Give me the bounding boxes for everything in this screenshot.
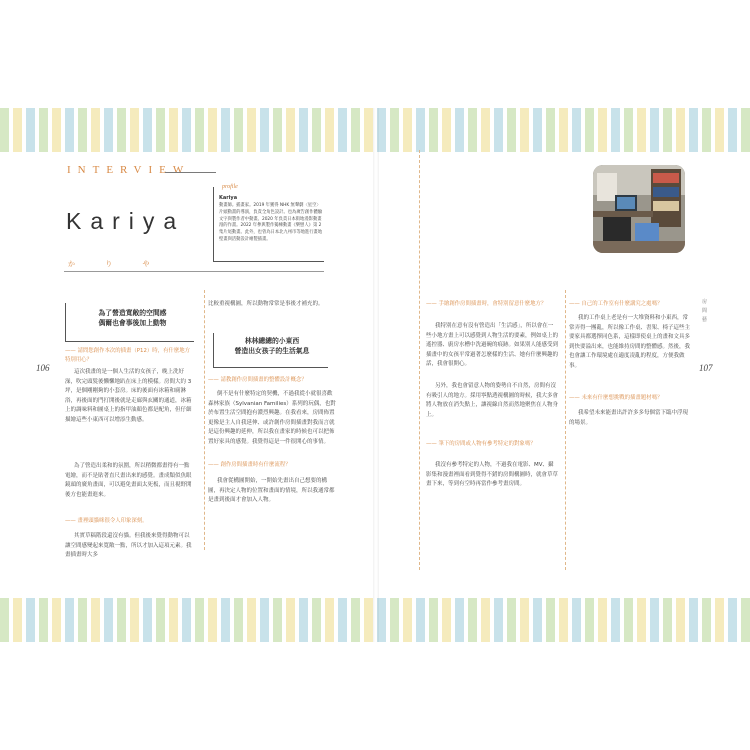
profile-label: profile [222, 184, 238, 190]
profile-name: Kariya [219, 195, 238, 201]
answer-2-continued: 比較重視構圖，所以動物常常是事後才補充的。 [208, 301, 324, 307]
page-number-left: 106 [36, 363, 50, 373]
column-divider [419, 150, 420, 570]
answer-4: 我會從構圖開始，一開始先畫出自己想要的構圖，再決定人物的位置和畫面的情境，所以我通常都是畫到後面才會加入人物。 [208, 478, 335, 504]
question-7: —— 自己的工作室有什麼講究之處嗎？ [569, 301, 663, 307]
question-2: —— 畫裡頭貓咪很令人印象深刻。 [65, 518, 148, 524]
answer-1a: 這次我畫的是一個人生活的女孩子，晚上洗好澡，吹完頭髮後懶懶地趴在床上的模樣。房間大約 3 坪，是個剛剛夠的小套房。床的後面有冰箱和廁淋浴，再後面的門打開後就是走廊與玄關的通道，冰箱上的調味料和圖桌上的指甲油顏色都是配角，但仔細描繪這些小東西可以增添生動感。 [65, 369, 192, 423]
name-rule [64, 271, 324, 272]
answer-5a: 我特別在意有沒有營造出「生活感」，所以會在一些小地方畫上可以感覺到人物生活的要素，例如桌上的遙控器、廚房水槽中洗過碗的痕跡。如果別人能感受到插畫中的女孩平常過著怎麼樣的生活、她有什麼興趣的話，我會很開心。 [426, 323, 559, 368]
answer-6: 我沒有參考特定的人物，不過我在電影、MV、攝影集和漫畫裡面看到覺得不錯的房間構圖時，就會草草畫下來，等到有空時再當作參考畫房間。 [426, 462, 559, 488]
headline-1: 為了營造寬敞的空間感 偶爾也會事後加上動物 [98, 309, 167, 327]
answer-1b: 為了營造出柔和的氛圍，所以稍微都畫得有一點電繪，而不是貼著直尺畫出來的感覺。畫成類似魚眼鏡頭的廣角畫面，可以避免畫面太死板，而且視野開後方也能畫進來。 [65, 463, 192, 498]
answer-2: 其實草稿階段還沒有貓。但我後來覺得動物可以讓空間感變起來寬敞一點，所以才加入這項元素。我畫插畫時大多 [65, 533, 192, 559]
answer-3: 倒不是有什麼特定的契機，不過我從小就很喜歡森林家族（Sylvanian Families）系列的玩偶，也對於布置生活空間抱有濃烈興趣。在我看來，房間佈置更像是主人自我延伸、或許創作房間插畫對我而言就是這份興趣的延伸，所以我在畫家的時候也可以把佈置好家具的感覺。我覺得這是一件很開心的事情。 [208, 391, 336, 445]
profile-bio: 動畫師。插畫家。2019 年獲得 NHK 無聲劇〈星空〉片頭動畫的導演，負責全角色設計。也為廣告創作體驗文字與製作者中動畫。2020 年負責日本街地漫影動畫漫的作畫。2022 年參與製作獨棟動畫《樂戀人》第 2 集片尾動畫。此外，也曾為日本北九州市等地進行畫地壁畫與活動設計繪製插畫。 [219, 203, 323, 242]
page-gutter [373, 108, 379, 642]
headline-2: 林林總總的小東西 營造出女孩子的生活氣息 [234, 337, 310, 355]
workspace-photo [593, 165, 685, 253]
answer-7: 我的工作桌上老是有一大堆資料和小東西，常常弄得一團亂，所以像工作桌、書架、椅子這些主要家具都選擇同色系，這樣即使桌上的畫和文具多到快要溢出來，也能維持房間的整體感。然後，我也會讓工作環境處在適度凌亂的程度，方便我做事。 [569, 315, 691, 369]
question-1: —— 請問您創作本次的插畫（P12）時，有什麼地方特別用心？ [65, 348, 191, 364]
interview-kicker: INTERVIEW [67, 164, 191, 176]
question-4: —— 創作房間插畫時有什麼流程？ [208, 462, 291, 468]
answer-8: 我希望未來能畫出許許多多每個當下臨中浮現的場景。 [569, 410, 689, 426]
column-divider [204, 290, 205, 550]
question-3: —— 請教創作房間插畫的整體設計概念？ [208, 377, 307, 383]
interviewee-kana: か り や [68, 260, 164, 268]
answer-5b: 另外，我也會留意人物的姿勢自不自然，房間有沒有吸引人的地方。採用寧點透視構圖的時候，我大多會將人物放在消失點上，讓視線自然而然地聚焦在人物身上。 [426, 383, 559, 418]
section-tab-label: 房 間 藝 [702, 299, 708, 323]
question-6: —— 筆下的房間或人物有參考特定的對象嗎？ [426, 441, 536, 447]
question-8: —— 未來有什麼想挑戰的插畫題材嗎？ [569, 395, 663, 401]
kicker-rule [165, 172, 216, 173]
interviewee-name: Kariya [66, 208, 186, 234]
question-5: —— 手繪創作房間插畫時，會特別留意什麼地方？ [426, 301, 547, 307]
column-divider [565, 290, 566, 570]
page-number-right: 107 [699, 363, 713, 373]
